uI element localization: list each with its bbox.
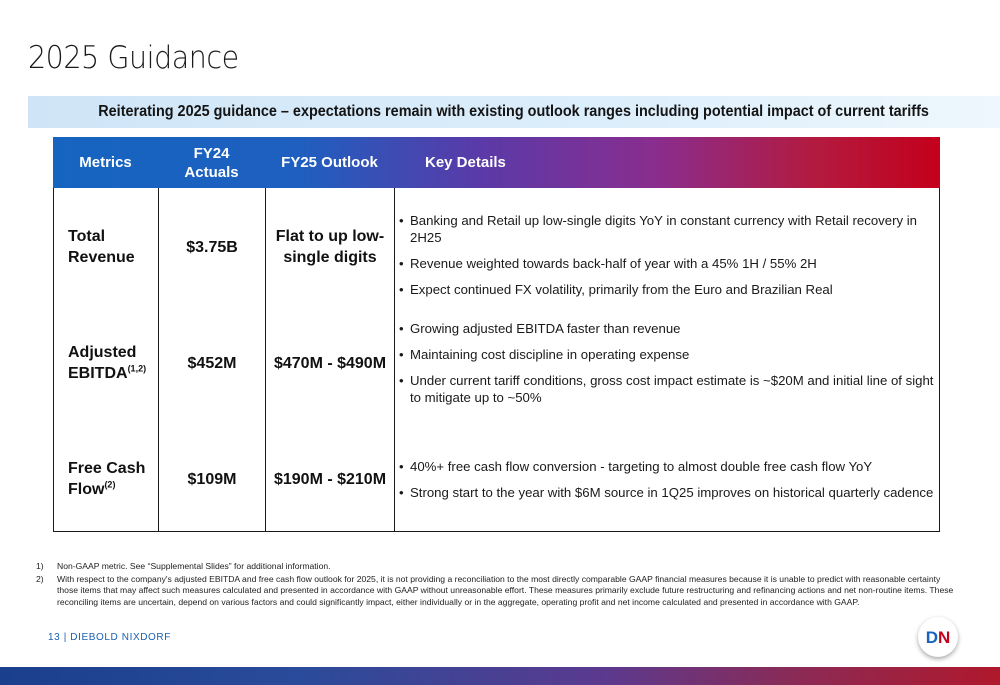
metric-total-revenue: Total Revenue bbox=[68, 228, 135, 266]
footnote-superscript: (2) bbox=[104, 479, 116, 490]
fy25-free-cash-flow: $190M - $210M bbox=[273, 470, 387, 488]
banner-text: Reiterating 2025 guidance – expectations remain with existing outlook ranges including potential impact of current tariffs bbox=[98, 103, 930, 120]
list-item: • Strong start to the year with $6M source in 1Q25 improves on historical quarterly cadence bbox=[399, 484, 934, 501]
table-body bbox=[53, 188, 940, 532]
guidance-table bbox=[53, 137, 940, 532]
list-item: • Expect continued FX volatility, primarily from the Euro and Brazilian Real bbox=[399, 281, 934, 298]
list-item: • Revenue weighted towards back-half of year with a 45% 1H / 55% 2H bbox=[399, 255, 934, 272]
metric-adjusted-ebitda: Adjusted EBITDA$^{(1,2)}$ bbox=[68, 344, 147, 382]
footnotes bbox=[36, 561, 961, 609]
header-key-details: Key Details bbox=[425, 154, 506, 171]
details-free-cash-flow bbox=[399, 458, 934, 510]
list-item: • 40%+ free cash flow conversion - targeting to almost double free cash flow YoY bbox=[399, 458, 934, 475]
fy25-adjusted-ebitda: $470M - $490M bbox=[273, 354, 387, 372]
footnote-1: 1) Non-GAAP metric. See “Supplemental Slides” for additional information. bbox=[36, 561, 331, 571]
dn-logo-icon bbox=[924, 627, 952, 647]
bottom-gradient-bar bbox=[0, 667, 1000, 685]
fy25-total-revenue: Flat to up low- single digits bbox=[275, 228, 385, 266]
table-header-row bbox=[53, 137, 940, 188]
list-item: • Maintaining cost discipline in operating expense bbox=[399, 346, 934, 363]
list-item: • Banking and Retail up low-single digits YoY in constant currency with Retail recovery in 2H25 bbox=[399, 212, 934, 246]
metric-free-cash-flow: Free Cash Flow$^{(2)}$ bbox=[68, 460, 146, 498]
footnote-2: 2) With respect to the company's adjusted EBITDA and free cash flow outlook for 2025, it is not providing a reconciliation to the most directly comparable GAAP financial measures because it is unable to predict with reasonable certainty those items that may affect such measures calculated and presented in accordance with GAAP without unreasonable effort. These measures primarily exclude future restructuring and refinancing actions and net non-routine items. These reconciling items are uncertain, depend on various factors and could significantly impact, either individually or in the aggregate, operating profit and net income calculated and presented in accordance with GAAP. bbox=[36, 573, 954, 607]
header-fy25-outlook: FY25 Outlook bbox=[281, 154, 378, 171]
diebold-nixdorf-logo-icon bbox=[918, 617, 958, 657]
list-item: • Growing adjusted EBITDA faster than revenue bbox=[399, 320, 934, 337]
svg-text:DN: DN bbox=[925, 628, 951, 647]
details-total-revenue bbox=[399, 212, 934, 307]
footnote-superscript: (1,2) bbox=[127, 363, 147, 374]
guidance-banner bbox=[28, 96, 1000, 128]
fy24-free-cash-flow: $109M bbox=[187, 470, 237, 488]
page-title: 2025 Guidance bbox=[28, 40, 239, 76]
header-metrics: Metrics bbox=[79, 154, 132, 171]
fy24-total-revenue: $3.75B bbox=[186, 238, 238, 256]
page-footer: 13 | DIEBOLD NIXDORF bbox=[48, 632, 171, 643]
fy24-adjusted-ebitda: $452M bbox=[187, 354, 237, 372]
list-item: • Under current tariff conditions, gross cost impact estimate is ~$20M and initial line of sight to mitigate up to ~50% bbox=[399, 372, 934, 406]
details-adjusted-ebitda bbox=[399, 320, 934, 415]
column-divider bbox=[394, 188, 395, 531]
header-fy24-actuals: FY24 Actuals bbox=[184, 144, 239, 181]
